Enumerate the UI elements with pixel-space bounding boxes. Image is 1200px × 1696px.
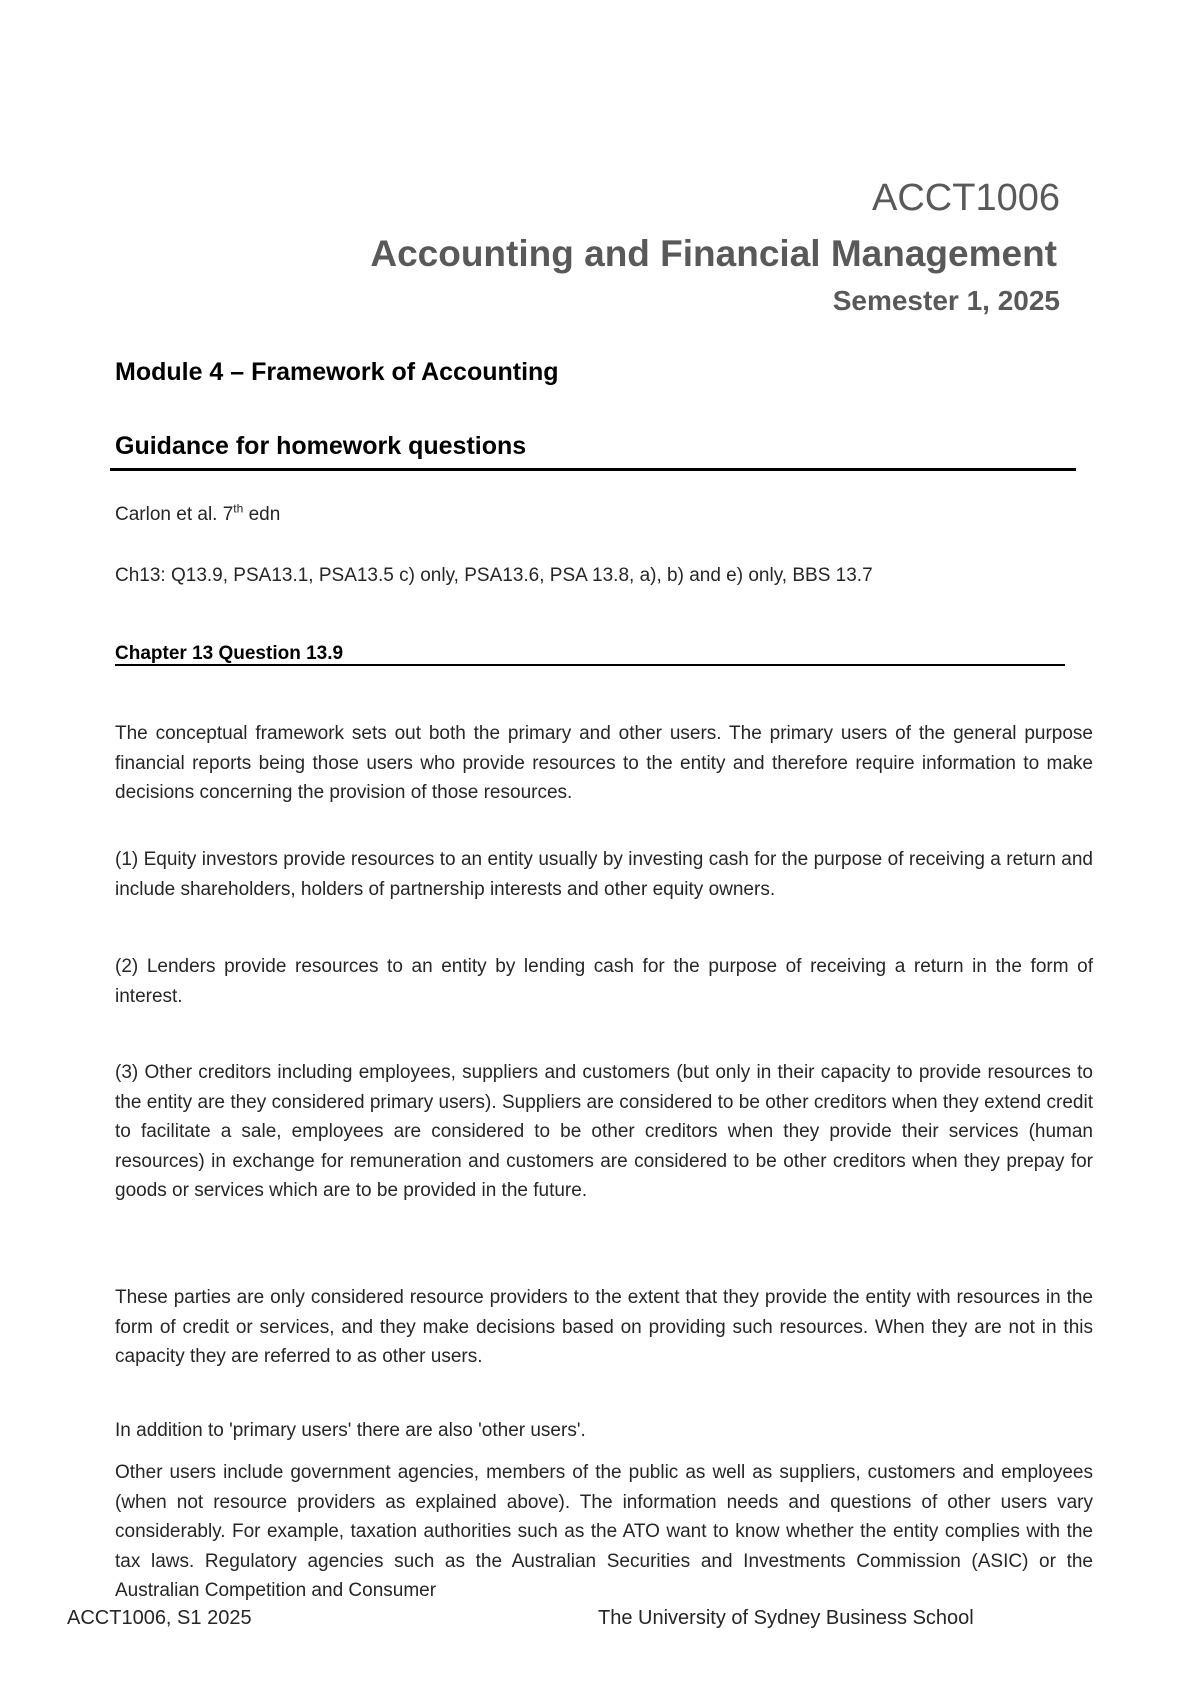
guidance-title: Guidance for homework questions: [115, 432, 527, 460]
questions-list: Ch13: Q13.9, PSA13.1, PSA13.5 c) only, PSA13.6, PSA 13.8, a), b) and e) only, BBS 13.7: [115, 565, 873, 586]
module-title: Module 4 – Framework of Accounting: [115, 358, 559, 386]
paragraph-resource-providers: These parties are only considered resource providers to the extent that they provide the entity with resources in the form of credit or services, and they make decisions based on providing such resources. When they are not in this capacity they are referred to as other users.: [115, 1287, 1093, 1367]
paragraph-lenders: (2) Lenders provide resources to an entity by lending cash for the purpose of receiving a return in the form of interest.: [115, 956, 1093, 1007]
textbook-prefix: Carlon et al. 7: [115, 504, 234, 525]
textbook-superscript: th: [233, 501, 244, 516]
guidance-divider: [110, 468, 1076, 471]
textbook-reference: [115, 501, 281, 526]
course-title: Accounting and Financial Management: [370, 233, 1057, 274]
footer-institution: The University of Sydney Business School: [598, 1607, 974, 1629]
paragraph-other-users: Other users include government agencies, members of the public as well as suppliers, customers and employees (when not resource providers as explained above). The information needs and questions of other users vary considerably. For example, taxation authorities such as the ATO want to know whether the entity complies with the tax laws. Regulatory agencies such as the Australian Securities and Investments Commission (ASIC) or the Australian Competition and Consumer: [115, 1462, 1093, 1601]
textbook-suffix: edn: [243, 504, 281, 525]
chapter-heading: Chapter 13 Question 13.9: [115, 643, 1065, 666]
paragraph-equity-investors: (1) Equity investors provide resources to an entity usually by investing cash for the purpose of receiving a return and include shareholders, holders of partnership interests and other equity owners.: [115, 849, 1093, 900]
semester-label: Semester 1, 2025: [832, 285, 1060, 316]
paragraph-other-creditors: (3) Other creditors including employees, suppliers and customers (but only in their capacity to provide resources to the entity are they considered primary users). Suppliers are considered to be other creditors when they extend credit to facilitate a sale, employees are considered to be other creditors when they provide their services (human resources) in exchange for remuneration and customers are considered to be other creditors when they prepay for goods or services which are to be provided in the future.: [115, 1062, 1093, 1201]
footer-course: ACCT1006, S1 2025: [67, 1607, 252, 1629]
paragraph-primary-users: The conceptual framework sets out both the primary and other users. The primary users of the general purpose financial reports being those users who provide resources to the entity and therefore require information to make decisions concerning the provision of those resources.: [115, 723, 1093, 803]
course-code: ACCT1006: [872, 177, 1060, 219]
paragraph-other-users-intro: In addition to 'primary users' there are also 'other users'.: [115, 1420, 586, 1441]
